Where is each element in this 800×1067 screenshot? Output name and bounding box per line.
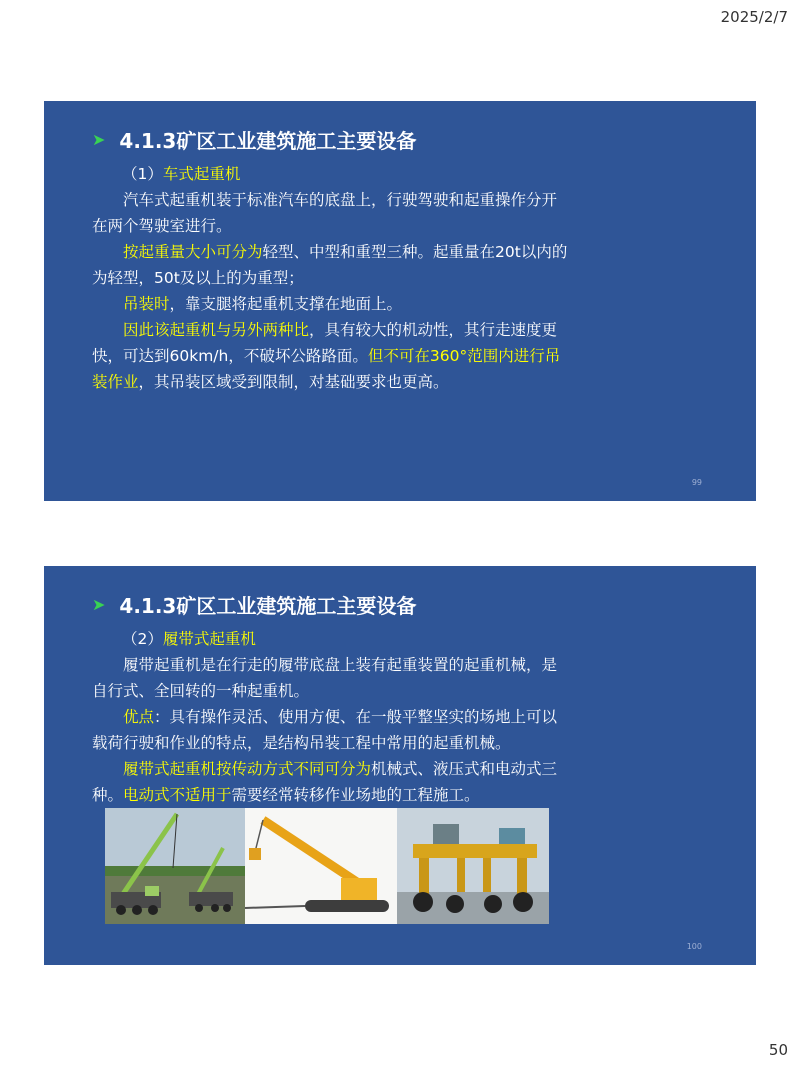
paragraph-4-highlight: 因此该起重机与另外两种比 [123,321,310,339]
paragraph-2 [92,704,570,756]
subtitle [92,161,570,187]
slide-title-text: 4.1.3矿区工业建筑施工主要设备 [119,594,417,618]
subtitle-prefix: （2） [122,630,163,648]
paragraph-2-text: ：具有操作灵活、使用方便、在一般平整坚实的场地上可以载荷行驶和作业的特点，是结构吊装工程中常用的起重机械。 [92,708,558,752]
crane-photo-strip [105,808,549,924]
slide-title [92,125,416,154]
slide-body [92,161,570,395]
slide-99 [44,101,756,501]
paragraph-2-highlight: 优点 [123,708,155,726]
paragraph-3-highlight: 吊装时 [123,295,170,313]
paragraph-4 [92,317,570,395]
paragraph-4-text-2: ，其吊装区域受到限制，对基础要求也更高。 [138,373,449,391]
bullet-arrow-icon: ➤ [92,595,106,614]
paragraph-4-text: ，具有较大的机动性，其行走速度更快，可达到60km/h，不破坏公路路面。 [92,321,558,365]
paragraph-3-text: ，靠支腿将起重机支撑在地面上。 [169,295,403,313]
paragraph-2 [92,239,570,291]
subtitle-highlight: 履带式起重机 [162,630,256,648]
paragraph-2-text: 轻型、中型和重型三种。起重量在20t以内的为轻型，50t及以上的为重型； [92,243,568,287]
crawler-crane-photo [245,808,397,924]
paragraph-3-highlight: 履带式起重机按传动方式不同可分为 [123,760,372,778]
paragraph-2-highlight: 按起重量大小可分为 [123,243,263,261]
slide-number: 99 [691,478,702,487]
slide-100 [44,566,756,965]
paragraph-3-text: 机械式、液压式和电动式三种。 [92,760,558,804]
subtitle [92,626,570,652]
subtitle-prefix: （1） [122,165,163,183]
truck-crane-photo [105,808,245,924]
paragraph-1: 履带起重机是在行走的履带底盘上装有起重装置的起重机械，是自行式、全回转的一种起重机。 [92,656,558,700]
paragraph-3-highlight-2: 电动式不适用于 [123,786,232,804]
slide-body [92,626,570,808]
paragraph-3 [92,756,570,808]
bullet-arrow-icon: ➤ [92,130,106,149]
slide-title-text: 4.1.3矿区工业建筑施工主要设备 [119,129,417,153]
gantry-crane-photo [397,808,549,924]
paragraph-3-text-2: 需要经常转移作业场地的工程施工。 [231,786,480,804]
print-date: 2025/2/7 [720,8,788,26]
slide-number: 100 [686,942,702,951]
slide-title [92,590,416,619]
paragraph-3 [92,291,570,317]
subtitle-highlight: 车式起重机 [162,165,241,183]
page-number: 50 [768,1041,788,1059]
paragraph-4-highlight-2: 但不可在360°范围内进行吊装作业 [92,347,561,391]
paragraph-1: 汽车式起重机装于标准汽车的底盘上，行驶驾驶和起重操作分开在两个驾驶室进行。 [92,191,558,235]
